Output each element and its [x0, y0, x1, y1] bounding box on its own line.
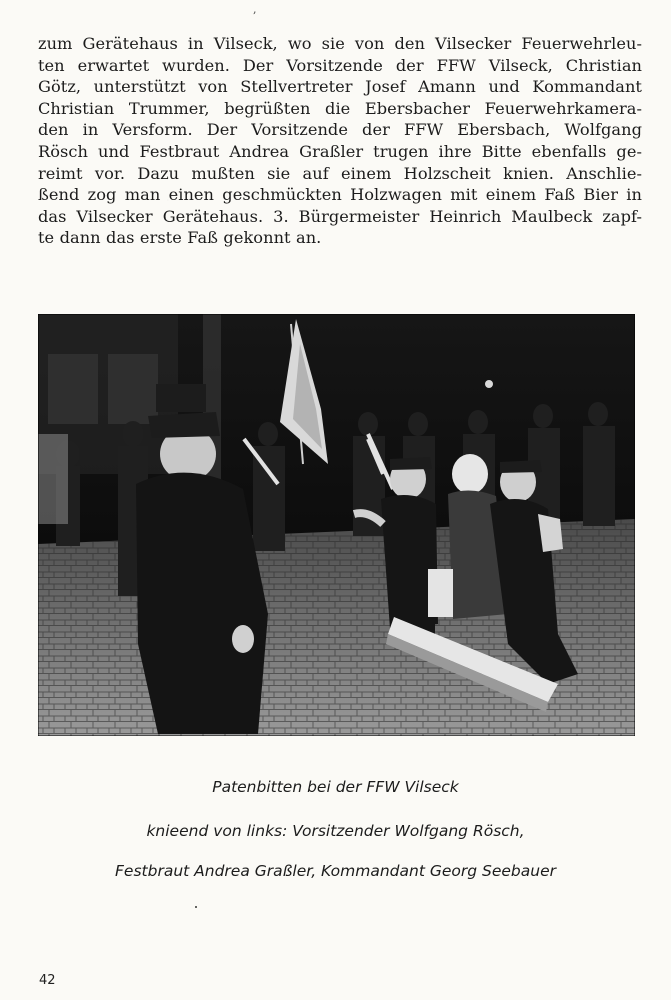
body-line: Götz, unterstützt von Stellvertreter Josef Amann und Kommandant [38, 77, 642, 97]
body-line: reimt vor. Dazu mußten sie auf einem Holzscheit knien. Anschlie- [38, 163, 642, 183]
photo-illustration [38, 314, 635, 736]
caption-line: knieend von links: Vorsitzender Wolfgang Rösch, [146, 822, 525, 840]
body-line: Christian Trummer, begrüßten die Ebersbacher Feuerwehrkamera- [38, 98, 642, 118]
body-line: das Vilsecker Gerätehaus. 3. Bürgermeister Heinrich Maulbeck zapf- [38, 206, 642, 226]
caption-line: Festbraut Andrea Graßler, Kommandant Georg Seebauer [115, 862, 556, 880]
body-line: ten erwartet wurden. Der Vorsitzende der FFW Vilseck, Christian [38, 55, 642, 75]
stray-dot [195, 906, 197, 908]
top-mark: , [253, 3, 257, 16]
body-line: te dann das erste Faß gekonnt an. [38, 228, 322, 248]
page-number: 42 [39, 973, 56, 988]
event-photo [38, 314, 635, 736]
body-line: den in Versform. Der Vorsitzende der FFW Ebersbach, Wolfgang [38, 120, 642, 140]
body-paragraph [38, 33, 642, 249]
body-line: zum Gerätehaus in Vilseck, wo sie von den Vilsecker Feuerwehrleu- [38, 34, 642, 53]
body-line: Rösch und Festbraut Andrea Graßler trugen ihre Bitte ebenfalls ge- [38, 141, 642, 161]
body-line: ßend zog man einen geschmückten Holzwagen mit einem Faß Bier in [38, 185, 642, 205]
caption-line: Patenbitten bei der FFW Vilseck [212, 778, 459, 796]
